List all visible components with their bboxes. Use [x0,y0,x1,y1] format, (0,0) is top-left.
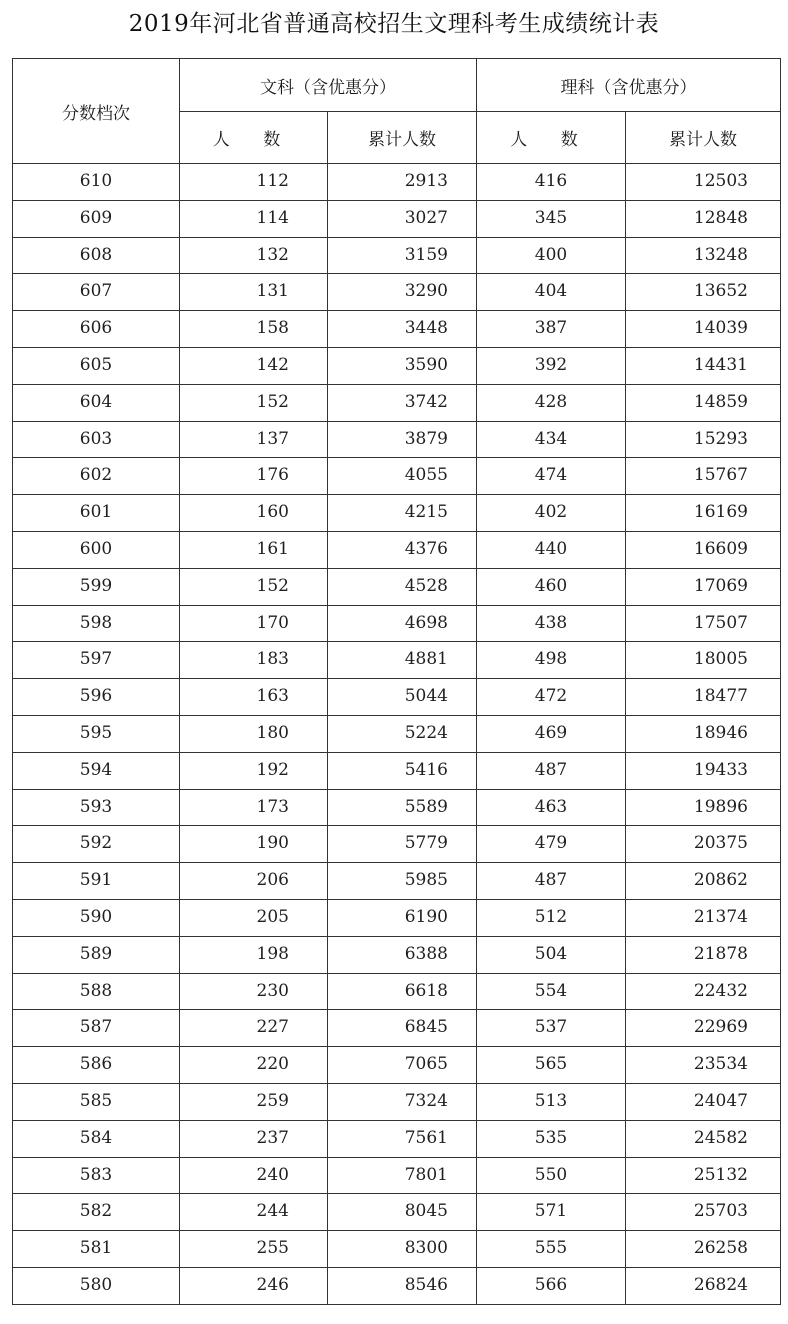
score-cell: 599 [13,568,180,605]
liberal-arts-count-cell: 206 [180,863,328,900]
liberal-arts-count-cell: 112 [180,164,328,201]
science-count-cell: 469 [477,715,626,752]
table-row [13,1120,781,1157]
liberal-arts-count-cell: 255 [180,1231,328,1268]
science-cumulative-cell: 17069 [626,568,781,605]
score-cell: 596 [13,679,180,716]
science-cumulative-cell: 23534 [626,1047,781,1084]
liberal-arts-cumulative-cell: 3590 [328,347,477,384]
science-cumulative-cell: 26258 [626,1231,781,1268]
science-count-cell: 474 [477,458,626,495]
score-cell: 590 [13,899,180,936]
liberal-arts-cumulative-cell: 6618 [328,973,477,1010]
science-count-cell: 463 [477,789,626,826]
science-count-cell: 537 [477,1010,626,1047]
science-cumulative-cell: 25132 [626,1157,781,1194]
score-level-header: 分数档次 [13,59,180,164]
score-cell: 580 [13,1267,180,1304]
liberal-arts-cumulative-cell: 8546 [328,1267,477,1304]
science-count-cell: 535 [477,1120,626,1157]
table-row [13,899,781,936]
liberal-arts-cumulative-cell: 3742 [328,384,477,421]
liberal-arts-count-cell: 158 [180,311,328,348]
science-count-cell: 345 [477,200,626,237]
science-cumulative-cell: 24047 [626,1083,781,1120]
liberal-arts-cumulative-cell: 3159 [328,237,477,274]
table-row [13,605,781,642]
science-cumulative-cell: 12848 [626,200,781,237]
table-row [13,863,781,900]
score-cell: 584 [13,1120,180,1157]
liberal-arts-cumulative-cell: 7065 [328,1047,477,1084]
table-row [13,1010,781,1047]
science-count-cell: 428 [477,384,626,421]
score-cell: 603 [13,421,180,458]
table-row [13,237,781,274]
liberal-arts-count-cell: 205 [180,899,328,936]
liberal-arts-count-cell: 160 [180,495,328,532]
science-cumulative-cell: 14431 [626,347,781,384]
table-row [13,715,781,752]
liberal-arts-cumulative-cell: 3027 [328,200,477,237]
table-row [13,421,781,458]
science-count-cell: 392 [477,347,626,384]
liberal-arts-count-cell: 163 [180,679,328,716]
liberal-arts-cumulative-cell: 8045 [328,1194,477,1231]
liberal-arts-cumulative-cell: 6388 [328,936,477,973]
score-cell: 588 [13,973,180,1010]
liberal-arts-header: 文科（含优惠分） [180,59,477,112]
score-cell: 610 [13,164,180,201]
liberal-arts-count-cell: 176 [180,458,328,495]
score-cell: 583 [13,1157,180,1194]
science-count-cell: 512 [477,899,626,936]
liberal-arts-count-cell: 244 [180,1194,328,1231]
liberal-arts-count-cell: 246 [180,1267,328,1304]
score-cell: 582 [13,1194,180,1231]
liberal-arts-count-header: 人 数 [180,112,328,164]
science-cumulative-cell: 22969 [626,1010,781,1047]
science-count-cell: 400 [477,237,626,274]
table-row [13,1267,781,1304]
table-row [13,1157,781,1194]
liberal-arts-count-cell: 192 [180,752,328,789]
score-cell: 608 [13,237,180,274]
table-row [13,274,781,311]
liberal-arts-cumulative-cell: 4881 [328,642,477,679]
science-count-cell: 550 [477,1157,626,1194]
science-cumulative-cell: 18946 [626,715,781,752]
science-count-cell: 554 [477,973,626,1010]
liberal-arts-count-cell: 259 [180,1083,328,1120]
science-cumulative-cell: 12503 [626,164,781,201]
liberal-arts-cumulative-cell: 4376 [328,531,477,568]
score-cell: 601 [13,495,180,532]
liberal-arts-cumulative-cell: 8300 [328,1231,477,1268]
score-cell: 587 [13,1010,180,1047]
table-row [13,568,781,605]
science-cumulative-cell: 22432 [626,973,781,1010]
science-count-cell: 416 [477,164,626,201]
science-header: 理科（含优惠分） [477,59,781,112]
page-title: 2019年河北省普通高校招生文理科考生成绩统计表 [128,11,660,37]
table-row [13,311,781,348]
science-count-cell: 487 [477,863,626,900]
liberal-arts-cumulative-cell: 3879 [328,421,477,458]
science-count-cell: 513 [477,1083,626,1120]
table-row [13,1231,781,1268]
score-cell: 589 [13,936,180,973]
liberal-arts-cumulative-cell: 2913 [328,164,477,201]
liberal-arts-count-cell: 132 [180,237,328,274]
liberal-arts-count-cell: 230 [180,973,328,1010]
score-cell: 585 [13,1083,180,1120]
liberal-arts-count-cell: 227 [180,1010,328,1047]
science-cumulative-cell: 19433 [626,752,781,789]
table-row [13,531,781,568]
table-row [13,458,781,495]
liberal-arts-count-cell: 114 [180,200,328,237]
science-count-cell: 565 [477,1047,626,1084]
liberal-arts-count-cell: 161 [180,531,328,568]
score-cell: 604 [13,384,180,421]
table-row [13,826,781,863]
table-row [13,973,781,1010]
science-cumulative-cell: 18477 [626,679,781,716]
liberal-arts-cumulative-cell: 7324 [328,1083,477,1120]
liberal-arts-cumulative-cell: 6190 [328,899,477,936]
liberal-arts-cumulative-cell: 5779 [328,826,477,863]
science-count-cell: 387 [477,311,626,348]
science-cumulative-cell: 15767 [626,458,781,495]
liberal-arts-cumulative-cell: 5416 [328,752,477,789]
score-cell: 605 [13,347,180,384]
science-count-header: 人 数 [477,112,626,164]
science-cumulative-cell: 16609 [626,531,781,568]
science-count-cell: 440 [477,531,626,568]
score-cell: 594 [13,752,180,789]
liberal-arts-count-cell: 131 [180,274,328,311]
liberal-arts-cumulative-cell: 4055 [328,458,477,495]
table-row [13,1047,781,1084]
header-row-groups [13,59,781,112]
table-row [13,642,781,679]
science-count-cell: 571 [477,1194,626,1231]
science-count-cell: 460 [477,568,626,605]
science-cumulative-cell: 13652 [626,274,781,311]
liberal-arts-cumulative-cell: 6845 [328,1010,477,1047]
liberal-arts-count-cell: 142 [180,347,328,384]
science-cumulative-cell: 20862 [626,863,781,900]
science-cumulative-cell: 20375 [626,826,781,863]
table-row [13,347,781,384]
science-cumulative-cell: 21878 [626,936,781,973]
liberal-arts-cumulative-header: 累计人数 [328,112,477,164]
science-cumulative-cell: 16169 [626,495,781,532]
score-cell: 593 [13,789,180,826]
table-row [13,752,781,789]
science-cumulative-cell: 19896 [626,789,781,826]
score-cell: 595 [13,715,180,752]
liberal-arts-cumulative-cell: 7801 [328,1157,477,1194]
liberal-arts-count-cell: 152 [180,384,328,421]
science-cumulative-cell: 14039 [626,311,781,348]
science-cumulative-cell: 15293 [626,421,781,458]
score-cell: 598 [13,605,180,642]
science-count-cell: 498 [477,642,626,679]
liberal-arts-count-cell: 198 [180,936,328,973]
table-row [13,1083,781,1120]
science-count-cell: 487 [477,752,626,789]
table-row [13,164,781,201]
liberal-arts-count-cell: 220 [180,1047,328,1084]
science-count-cell: 402 [477,495,626,532]
table-row [13,789,781,826]
liberal-arts-cumulative-cell: 5985 [328,863,477,900]
liberal-arts-count-cell: 180 [180,715,328,752]
liberal-arts-count-cell: 190 [180,826,328,863]
liberal-arts-cumulative-cell: 5589 [328,789,477,826]
score-cell: 606 [13,311,180,348]
science-count-cell: 472 [477,679,626,716]
science-cumulative-cell: 21374 [626,899,781,936]
liberal-arts-count-cell: 173 [180,789,328,826]
table-row [13,679,781,716]
science-count-cell: 479 [477,826,626,863]
score-cell: 586 [13,1047,180,1084]
science-count-cell: 566 [477,1267,626,1304]
score-cell: 609 [13,200,180,237]
table-row [13,936,781,973]
science-cumulative-header: 累计人数 [626,112,781,164]
table-row [13,384,781,421]
liberal-arts-count-cell: 137 [180,421,328,458]
liberal-arts-cumulative-cell: 4698 [328,605,477,642]
science-count-cell: 438 [477,605,626,642]
science-count-cell: 555 [477,1231,626,1268]
table-body [13,164,781,1305]
liberal-arts-count-cell: 170 [180,605,328,642]
table-row [13,1194,781,1231]
liberal-arts-count-cell: 183 [180,642,328,679]
liberal-arts-count-cell: 237 [180,1120,328,1157]
table-row [13,495,781,532]
score-cell: 592 [13,826,180,863]
science-cumulative-cell: 26824 [626,1267,781,1304]
liberal-arts-cumulative-cell: 5224 [328,715,477,752]
score-cell: 600 [13,531,180,568]
liberal-arts-cumulative-cell: 5044 [328,679,477,716]
liberal-arts-count-cell: 240 [180,1157,328,1194]
science-count-cell: 404 [477,274,626,311]
score-cell: 581 [13,1231,180,1268]
score-cell: 607 [13,274,180,311]
science-cumulative-cell: 25703 [626,1194,781,1231]
liberal-arts-cumulative-cell: 3290 [328,274,477,311]
science-cumulative-cell: 18005 [626,642,781,679]
score-cell: 591 [13,863,180,900]
score-cell: 602 [13,458,180,495]
liberal-arts-cumulative-cell: 3448 [328,311,477,348]
science-count-cell: 504 [477,936,626,973]
liberal-arts-cumulative-cell: 7561 [328,1120,477,1157]
score-statistics-table [12,58,781,1305]
liberal-arts-count-cell: 152 [180,568,328,605]
science-cumulative-cell: 14859 [626,384,781,421]
table-row [13,200,781,237]
liberal-arts-cumulative-cell: 4215 [328,495,477,532]
science-count-cell: 434 [477,421,626,458]
liberal-arts-cumulative-cell: 4528 [328,568,477,605]
score-cell: 597 [13,642,180,679]
science-cumulative-cell: 17507 [626,605,781,642]
science-cumulative-cell: 13248 [626,237,781,274]
science-cumulative-cell: 24582 [626,1120,781,1157]
